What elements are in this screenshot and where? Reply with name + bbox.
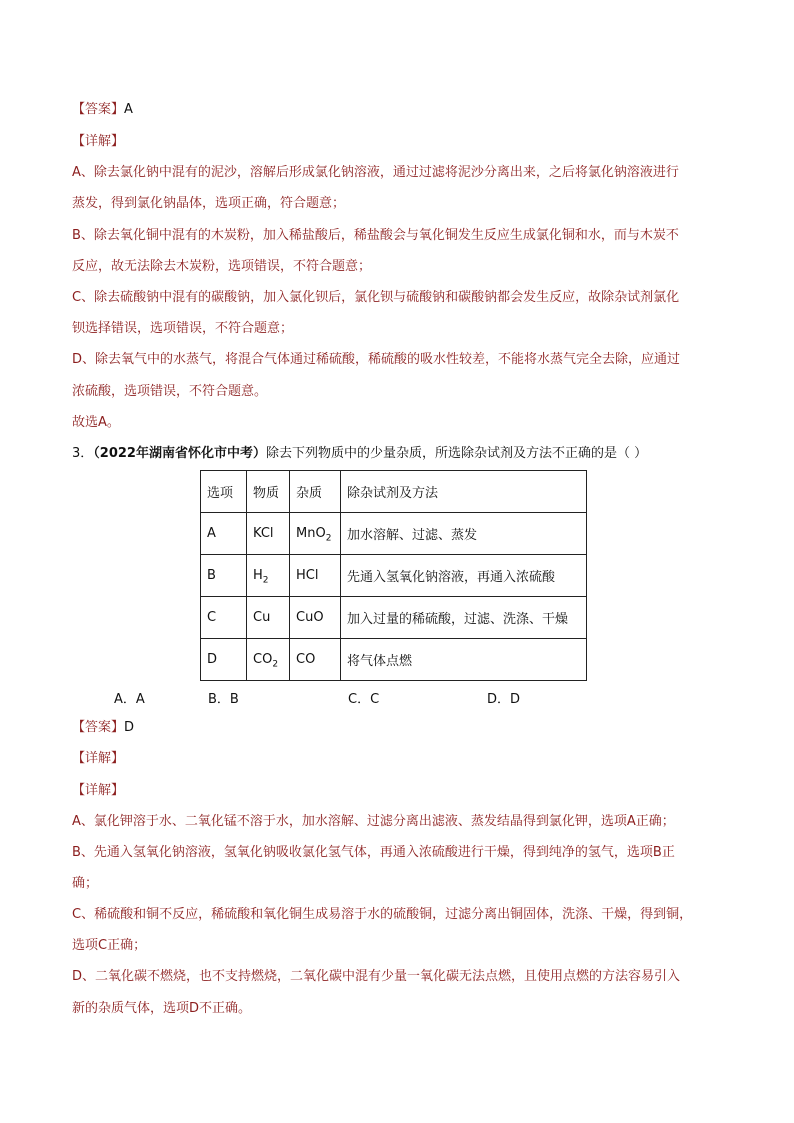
cell-method: 先通入氢氧化钠溶液，再通入浓硫酸: [341, 555, 587, 597]
table-row: [201, 639, 587, 681]
cell-impurity: CuO: [290, 597, 341, 639]
q3-detail-label: 【详解】: [72, 783, 125, 798]
q2-explanation-line: C、除去硫酸钠中混有的碳酸钠，加入氯化钡后，氯化钡与硫酸钠和碳酸钠都会发生反应，故除杂试剂氯化: [72, 290, 680, 305]
q2-explanation-line: D、除去氧气中的水蒸气，将混合气体通过稀硫酸，稀硫酸的吸水性较差，不能将水蒸气完全去除，应通过: [72, 352, 681, 367]
q2-explanation-line: 浓硫酸，选项错误，不符合题意。: [72, 384, 268, 399]
cell-impurity: MnO$_2$: [290, 513, 341, 555]
cell-impurity: HCl: [290, 555, 341, 597]
table-row: [201, 513, 587, 555]
cell-impurity: CO: [290, 639, 341, 681]
q2-detail-label: 【详解】: [72, 134, 125, 149]
choice-c: C．C: [348, 692, 380, 707]
header-impurity: 杂质: [290, 471, 341, 513]
cell-option: B: [201, 555, 247, 597]
cell-method: 加水溶解、过滤、蒸发: [341, 513, 587, 555]
cell-substance: Cu: [247, 597, 290, 639]
choice-b: B．B: [208, 692, 239, 707]
choice-a: A．A: [114, 692, 145, 707]
cell-option: D: [201, 639, 247, 681]
q2-answer-line: [72, 100, 732, 120]
q3-explanation-line: D、二氧化碳不燃烧，也不支持燃烧，二氧化碳中混有少量一氧化碳无法点燃，且使用点燃的方法容易引入: [72, 969, 681, 984]
q3-number: 3．: [72, 446, 94, 461]
choice-d: D．D: [487, 692, 521, 707]
q3-answer-line: [72, 718, 732, 738]
cell-substance: KCl: [247, 513, 290, 555]
table-row: [201, 555, 587, 597]
q2-explanation-line: B、除去氧化铜中混有的木炭粉，加入稀盐酸后，稀盐酸会与氧化铜发生反应生成氯化铜和水，而与木炭不: [72, 228, 679, 243]
q3-explanation-line: C、稀硫酸和铜不反应，稀硫酸和氧化铜生成易溶于水的硫酸铜，过滤分离出铜固体，洗涤、干燥，得到铜，: [72, 907, 693, 922]
q2-answer-label: 【答案】: [72, 102, 125, 117]
q3-explanation-line: 新的杂质气体，选项D不正确。: [72, 1001, 252, 1016]
q2-explanation-line: 反应，故无法除去木炭粉，选项错误，不符合题意；: [72, 259, 372, 274]
q3-answer-value: D: [124, 720, 135, 735]
table-header-row: [201, 471, 587, 513]
header-option: 选项: [201, 471, 247, 513]
cell-substance: $CO_2$: [247, 639, 290, 681]
options-table: [200, 470, 587, 681]
q3-source: （2022年湖南省怀化市中考）: [93, 446, 266, 461]
cell-method: 将气体点燃: [341, 639, 587, 681]
table-row: [201, 597, 587, 639]
q3-explanation-line: 选项C正确；: [72, 938, 147, 953]
header-substance: 物质: [247, 471, 290, 513]
q3-detail-label: 【详解】: [72, 751, 125, 766]
q2-explanation-line: A、除去氯化钠中混有的泥沙，溶解后形成氯化钠溶液，通过过滤将泥沙分离出来，之后将氯化钠溶液进行: [72, 165, 679, 180]
cell-option: C: [201, 597, 247, 639]
q3-explanation-line: 确；: [72, 876, 99, 891]
q2-answer-value: A: [124, 102, 133, 117]
cell-option: A: [201, 513, 247, 555]
q3-explanation-line: B、先通入氢氧化钠溶液，氢氧化钠吸收氯化氢气体，再通入浓硫酸进行干燥，得到纯净的氢气，选项B正: [72, 845, 675, 860]
q2-conclusion: 故选A。: [72, 415, 120, 430]
q2-explanation-line: 钡选择错误，选项错误，不符合题意；: [72, 321, 294, 336]
cell-substance: $H_2$: [247, 555, 290, 597]
q3-explanation-line: A、氯化钾溶于水、二氧化锰不溶于水，加水溶解、过滤分离出滤液、蒸发结晶得到氯化钾，选项A正确；: [72, 814, 675, 829]
q3-answer-label: 【答案】: [72, 720, 125, 735]
header-method: 除杂试剂及方法: [341, 471, 587, 513]
q2-explanation-line: 蒸发，得到氯化钠晶体，选项正确，符合题意；: [72, 196, 346, 211]
q3-stem: 除去下列物质中的少量杂质，所选除杂试剂及方法不正确的是（ ）: [265, 446, 648, 461]
cell-method: 加入过量的稀硫酸，过滤、洗涤、干燥: [341, 597, 587, 639]
q3-stem-line: [72, 444, 732, 464]
